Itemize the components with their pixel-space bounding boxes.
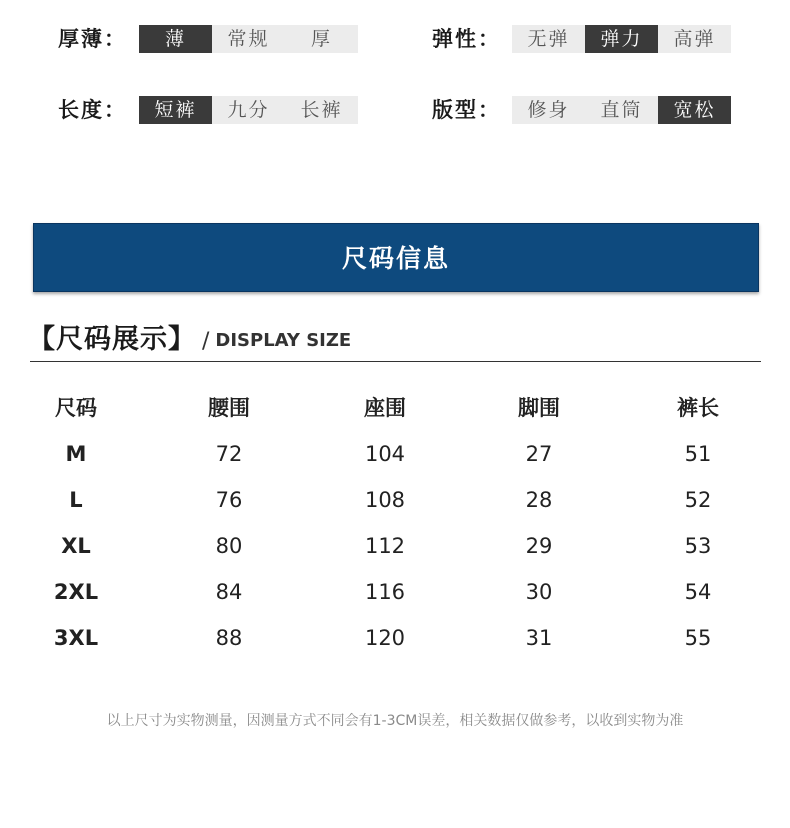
size-info-banner: 尺码信息 [33,223,759,292]
table-header-row [0,385,790,431]
cell-leg-opening: 27 [525,442,553,466]
section-title [28,314,351,356]
length-option-shorts: 短裤 [139,96,212,124]
elasticity-option-stretch: 弹力 [585,25,658,53]
elasticity-option-high: 高弹 [658,25,731,53]
header-length: 裤长 [677,396,719,420]
attr-label-length: 长度： [58,98,127,122]
length-option-long: 长裤 [285,96,358,124]
header-size: 尺码 [55,396,97,420]
thickness-option-thick: 厚 [285,25,358,53]
cell-waist: 88 [215,626,243,650]
table-row [0,477,790,523]
thickness-option-regular: 常规 [212,25,285,53]
cell-leg-opening: 28 [525,488,553,512]
cell-leg-opening: 29 [525,534,553,558]
cell-waist: 76 [215,488,243,512]
length-option-cropped: 九分 [212,96,285,124]
cell-length: 54 [684,580,712,604]
thickness-option-thin: 薄 [139,25,212,53]
table-row [0,615,790,661]
cell-waist: 84 [215,580,243,604]
cell-length: 51 [684,442,712,466]
measurement-note: 以上尺寸为实物测量，因测量方式不同会有1-3CM误差，相关数据仅做参考，以收到实物为准 [106,713,684,729]
fit-option-loose: 宽松 [658,96,731,124]
cell-length: 52 [684,488,712,512]
thickness-options [139,25,358,53]
header-leg-opening: 脚围 [518,396,560,420]
cell-length: 53 [684,534,712,558]
cell-size: M [65,442,87,466]
section-title-en: DISPLAY SIZE [215,330,352,351]
length-options [139,96,358,124]
header-hip: 座围 [364,396,406,420]
table-row [0,431,790,477]
cell-waist: 80 [215,534,243,558]
fit-option-slim: 修身 [512,96,585,124]
size-table [0,385,790,661]
attr-label-fit: 版型： [432,98,501,122]
cell-hip: 120 [364,626,406,650]
cell-waist: 72 [215,442,243,466]
fit-options [512,96,731,124]
cell-hip: 104 [364,442,406,466]
section-title-slash: / [202,329,210,354]
cell-size: 2XL [53,580,99,604]
cell-size: 3XL [53,626,99,650]
cell-hip: 112 [364,534,406,558]
cell-leg-opening: 31 [525,626,553,650]
table-row [0,569,790,615]
cell-size: L [69,488,83,512]
table-row [0,523,790,569]
attr-label-elasticity: 弹性： [432,27,501,51]
section-title-cn: 【尺码展示】 [28,324,196,355]
fit-option-straight: 直筒 [585,96,658,124]
cell-size: XL [61,534,91,558]
cell-hip: 108 [364,488,406,512]
cell-length: 55 [684,626,712,650]
attr-label-thickness: 厚薄： [58,27,127,51]
elasticity-option-none: 无弹 [512,25,585,53]
header-waist: 腰围 [208,396,250,420]
cell-leg-opening: 30 [525,580,553,604]
cell-hip: 116 [364,580,406,604]
elasticity-options [512,25,731,53]
section-divider [30,361,761,362]
